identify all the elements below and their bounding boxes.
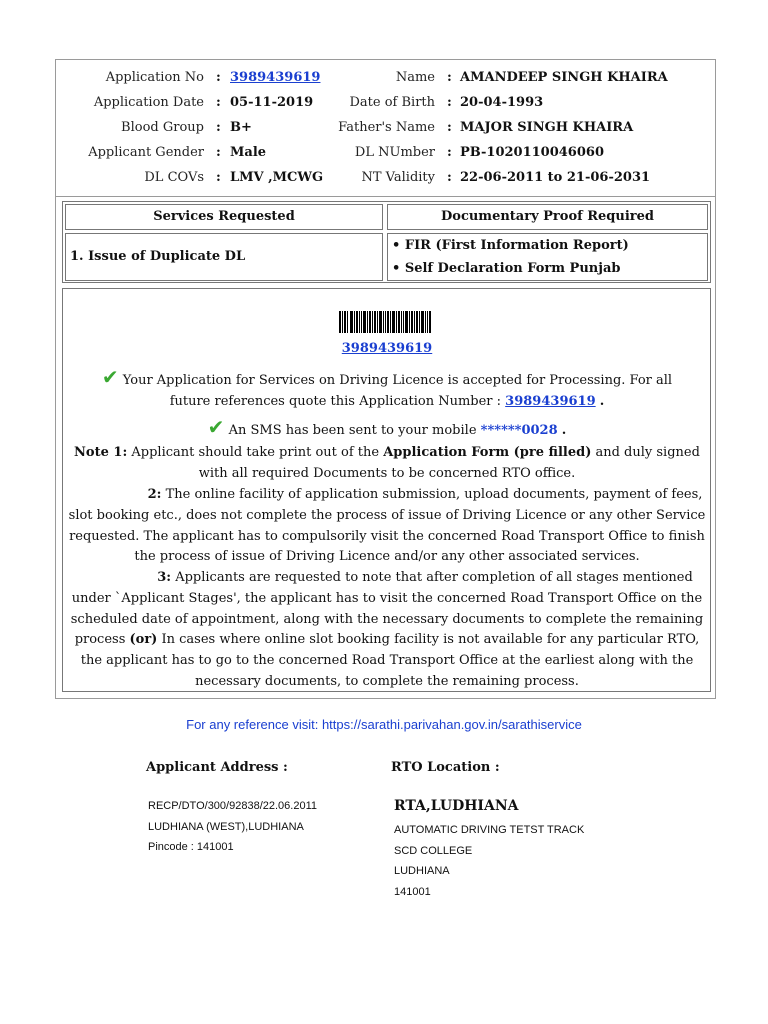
address-line: LUDHIANA	[394, 865, 450, 877]
note3-or: (or)	[129, 632, 158, 648]
note3-pre: Applicants are requested to note that after completion of all stages mentioned under `Applicant Stages', the applicant has to visit the concerned Road Transport Office on the scheduled date of appointment, along with the necessary documents to complete the remaining process	[70, 570, 704, 648]
colon: :	[447, 120, 452, 135]
barcode-number-link[interactable]: 3989439619	[341, 341, 433, 356]
application-date-value: 05-11-2019	[230, 95, 314, 110]
mobile-number: ******0028	[480, 423, 558, 438]
blood-group-label: Blood Group	[121, 120, 204, 135]
blood-group-value: B+	[230, 120, 252, 135]
dob-value: 20-04-1993	[460, 95, 544, 110]
proof-list	[387, 233, 708, 281]
note1-bold: Application Form (pre filled)	[383, 445, 592, 460]
nt-validity-label: NT Validity	[361, 170, 435, 185]
address-line: RECP/DTO/300/92838/22.06.2011	[148, 800, 317, 812]
dl-number-value: PB-1020110046060	[460, 145, 604, 160]
application-number-link[interactable]: 3989439619	[505, 393, 596, 409]
colon: :	[216, 145, 221, 160]
proof-item: • Self Declaration Form Punjab	[392, 261, 621, 276]
name-value: AMANDEEP SINGH KHAIRA	[460, 70, 668, 85]
note1-pre: Applicant should take print out of the	[131, 445, 380, 460]
rto-name: RTA,LUDHIANA	[394, 798, 519, 814]
colon: :	[447, 70, 452, 85]
service-item: 1. Issue of Duplicate DL	[65, 233, 383, 281]
sms-message	[67, 417, 707, 442]
note3-label: 3:	[157, 570, 172, 585]
nt-validity-value: 22-06-2011 to 21-06-2031	[460, 170, 651, 185]
fathers-name-value: MAJOR SINGH KHAIRA	[460, 120, 634, 135]
documentary-proof-header: Documentary Proof Required	[387, 204, 708, 230]
barcode-number[interactable]	[67, 339, 707, 360]
gender-value: Male	[230, 145, 267, 160]
note2-text: The online facility of application submission, upload documents, payment of fees, slot booking etc., does not complete the process of issue of Driving Licence or any other Service requested. The applicant has to compulsorily visit the concerned Road Transport Office to finish the process of issue of Driving Licence and/or any other associated services.	[68, 487, 706, 565]
colon: :	[216, 120, 221, 135]
accepted-text: Your Application for Services on Driving Licence is accepted for Processing. For all future references quote this Application Number :	[122, 373, 673, 409]
address-line: 141001	[394, 885, 431, 898]
applicant-address	[148, 796, 317, 858]
application-no-label: Application No	[105, 70, 204, 85]
address-line: AUTOMATIC DRIVING TETST TRACK	[394, 824, 585, 836]
colon: :	[447, 95, 452, 110]
colon: :	[216, 70, 221, 85]
application-date-label: Application Date	[93, 95, 204, 110]
proof-item: • FIR (First Information Report)	[392, 238, 629, 253]
note-3	[65, 568, 709, 693]
services-table	[62, 201, 711, 283]
address-line: SCD COLLEGE	[394, 844, 473, 857]
check-icon: ✔	[101, 365, 119, 389]
application-slip	[55, 59, 716, 699]
dl-number-label: DL NUmber	[354, 145, 435, 160]
check-icon: ✔	[207, 415, 225, 439]
rto-address	[394, 820, 584, 902]
application-no-link[interactable]: 3989439619	[230, 70, 321, 85]
colon: :	[447, 170, 452, 185]
note2-label: 2:	[147, 487, 162, 502]
note3-post: In cases where online slot booking facility is not available for any particular RTO, the applicant has to go to the concerned Road Transport Office at the earliest along with the necessary documents, to complete the remaining process.	[80, 632, 700, 689]
name-label: Name	[395, 70, 435, 85]
sms-text: An SMS has been sent to your mobile	[228, 423, 477, 438]
dob-label: Date of Birth	[349, 95, 435, 110]
period: .	[599, 393, 605, 409]
services-requested-header: Services Requested	[65, 204, 383, 230]
colon: :	[216, 95, 221, 110]
rto-location-heading: RTO Location :	[391, 760, 500, 775]
note-2	[65, 485, 709, 568]
colon: :	[447, 145, 452, 160]
colon: :	[216, 170, 221, 185]
address-line: LUDHIANA (WEST),LUDHIANA	[148, 820, 304, 833]
applicant-address-heading: Applicant Address :	[146, 760, 288, 775]
note1-post: and duly signed with all required Documents to be concerned RTO office.	[198, 445, 700, 481]
address-line: Pincode : 141001	[148, 841, 234, 853]
dl-covs-label: DL COVs	[144, 170, 204, 185]
fathers-name-label: Father's Name	[338, 120, 435, 135]
period: .	[561, 423, 567, 438]
dl-covs-value: LMV ,MCWG	[230, 170, 324, 185]
accepted-message	[67, 367, 707, 413]
note1-label: Note 1:	[74, 445, 128, 460]
gender-label: Applicant Gender	[88, 145, 204, 160]
confirmation-panel	[62, 288, 711, 692]
applicant-details	[56, 60, 715, 197]
barcode-icon	[339, 311, 431, 333]
note-1	[65, 443, 709, 485]
reference-link[interactable]: For any reference visit: https://sarathi.parivahan.gov.in/sarathiservice	[186, 717, 582, 732]
